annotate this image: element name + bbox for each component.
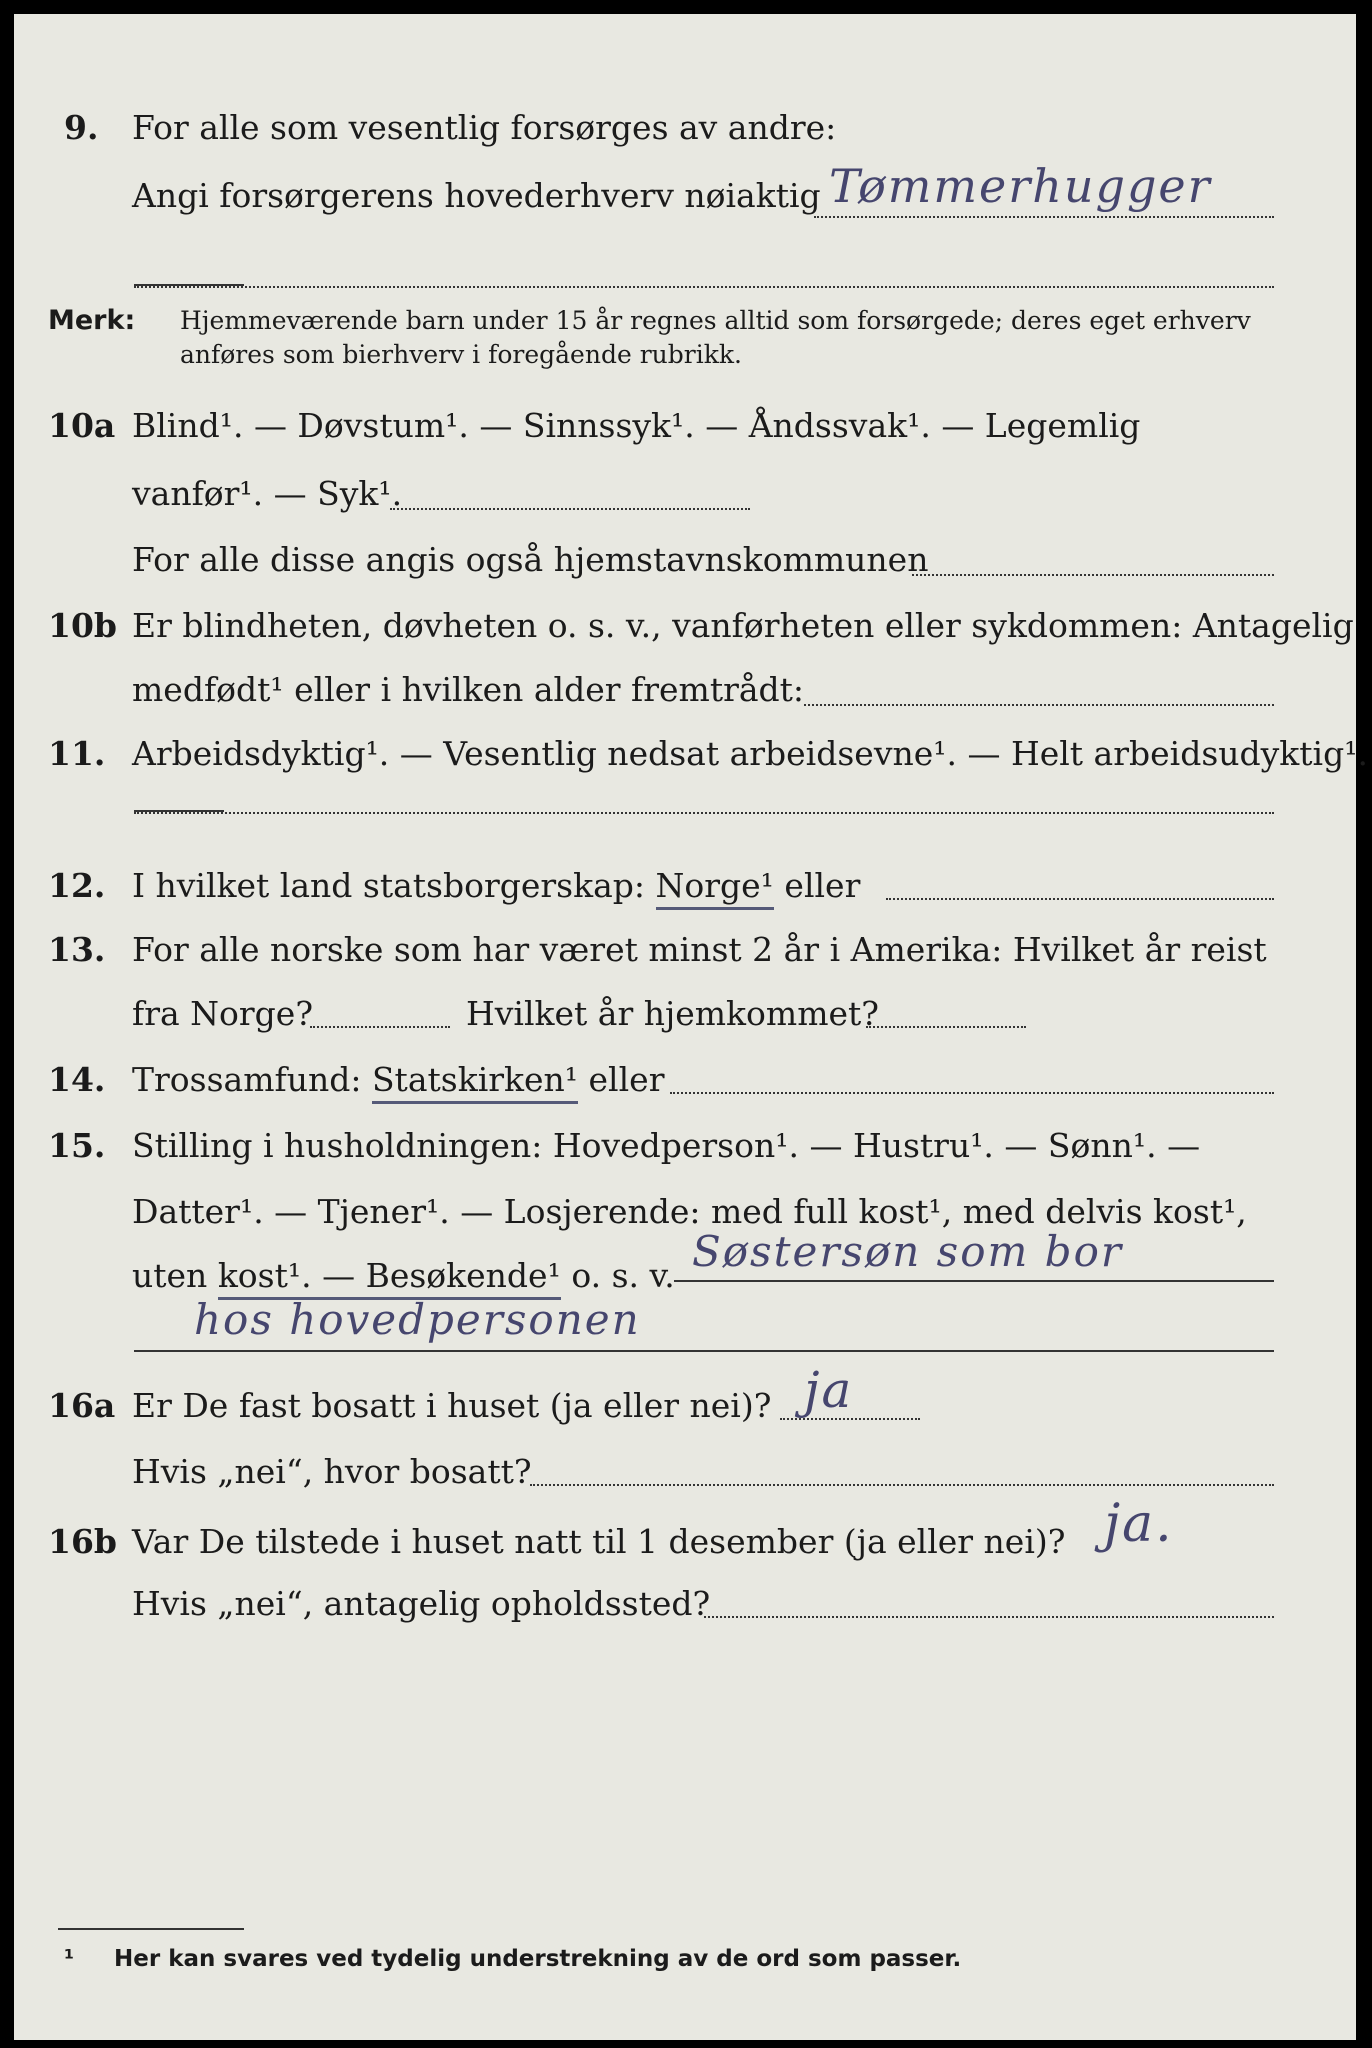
merk-line2: anføres som bierhverv i foregående rubrikk. — [180, 340, 742, 369]
q15-answer1-handwritten: Søstersøn som bor — [692, 1227, 1123, 1276]
q11-number: 11. — [48, 734, 106, 773]
footnote-separator — [58, 1928, 244, 1930]
q13-reist-answer-line — [310, 1026, 450, 1028]
q10a-line3: For alle disse angis også hjemstavnskommunen — [132, 540, 929, 579]
q15-line3-osv: o. s. v. — [571, 1256, 675, 1295]
q10a-line2: vanfør¹. — Syk¹. — [132, 474, 403, 513]
q9-answer-handwritten: Tømmerhugger — [829, 159, 1212, 213]
q10b-answer-line — [804, 704, 1274, 706]
q10a-hjemstavn-answer-line — [912, 574, 1274, 576]
q11-answer-line-start — [134, 810, 224, 812]
q15-number: 15. — [48, 1126, 106, 1165]
q16a-line1: Er De fast bosatt i huset (ja eller nei)? — [132, 1386, 772, 1425]
q12-line — [132, 866, 860, 906]
q15-answer2-handwritten: hos hovedpersonen — [194, 1295, 641, 1344]
q11-line1: Arbeidsdyktig¹. — Vesentlig nedsat arbeidsevne¹. — Helt arbeidsudyktig¹. — [132, 734, 1368, 773]
q15-answer-line1 — [674, 1280, 1274, 1282]
q14-line — [132, 1060, 664, 1100]
q16a-answer-handwritten: ja — [804, 1361, 854, 1419]
q13-line2b: Hvilket år hjemkommet? — [466, 994, 879, 1033]
q16b-answer-handwritten: ja. — [1104, 1494, 1174, 1554]
q14-text: Trossamfund: — [132, 1060, 362, 1099]
q14-underlined-statskirken: Statskirken¹ — [372, 1060, 578, 1104]
q9-question-line2: Angi forsørgerens hovederhverv nøiaktig — [132, 176, 821, 215]
footnote-text: Her kan svares ved tydelig understrekning av de ord som passer. — [114, 1946, 962, 1972]
q10b-number: 10b — [48, 606, 117, 645]
q9-answer-line — [814, 216, 1274, 218]
footnote-marker: ¹ — [64, 1946, 75, 1972]
q13-line1: For alle norske som har været minst 2 år i Amerika: Hvilket år reist — [132, 930, 1267, 969]
merk-label: Merk: — [48, 305, 136, 336]
q12-answer-line — [886, 898, 1274, 900]
q12-tail: eller — [784, 866, 861, 905]
q15-line3-uten: uten — [132, 1256, 208, 1295]
q16b-opholdssted-answer-line — [704, 1616, 1274, 1618]
q13-number: 13. — [48, 930, 106, 969]
q10a-number: 10a — [48, 406, 116, 445]
q9-question-line1: For alle som vesentlig forsørges av andre: — [132, 108, 837, 147]
q12-underlined-norge: Norge¹ — [656, 866, 774, 910]
census-form-page — [14, 14, 1368, 2040]
q9-extra-line-start — [134, 284, 244, 286]
q15-line1: Stilling i husholdningen: Hovedperson¹. — Hustru¹. — Sønn¹. — — [132, 1126, 1201, 1165]
q15-answer-line2 — [134, 1350, 1274, 1352]
q14-tail: eller — [588, 1060, 665, 1099]
q16b-number: 16b — [48, 1522, 117, 1561]
q16b-line2: Hvis „nei“, antagelig opholdssted? — [132, 1584, 711, 1623]
q10a-syk-answer-line — [390, 508, 750, 510]
q12-number: 12. — [48, 866, 106, 905]
q14-number: 14. — [48, 1060, 106, 1099]
q10b-line1: Er blindheten, døvheten o. s. v., vanførheten eller sykdommen: Antagelig — [132, 606, 1354, 645]
q15-line3 — [132, 1256, 675, 1296]
q14-answer-line — [670, 1092, 1274, 1094]
q16a-number: 16a — [48, 1386, 116, 1425]
q13-line2a: fra Norge? — [132, 994, 314, 1033]
q9-number: 9. — [64, 108, 99, 147]
q16a-bosatt-answer-line — [530, 1484, 1274, 1486]
q13-hjemkommet-answer-line — [866, 1026, 1026, 1028]
q15-line2: Datter¹. — Tjener¹. — Losjerende: med full kost¹, med delvis kost¹, — [132, 1192, 1247, 1231]
q15-line3-underlined: kost¹. — Besøkende¹ — [218, 1256, 561, 1300]
q9-extra-line — [134, 286, 1274, 288]
q12-text: I hvilket land statsborgerskap: — [132, 866, 646, 905]
merk-line1: Hjemmeværende barn under 15 år regnes alltid som forsørgede; deres eget erhverv — [180, 306, 1251, 335]
q16a-line2: Hvis „nei“, hvor bosatt? — [132, 1452, 532, 1491]
q16b-line1: Var De tilstede i huset natt til 1 desember (ja eller nei)? — [132, 1522, 1066, 1561]
q11-answer-line — [134, 812, 1274, 814]
q10a-line1: Blind¹. — Døvstum¹. — Sinnssyk¹. — Åndssvak¹. — Legemlig — [132, 406, 1141, 445]
q10b-line2: medfødt¹ eller i hvilken alder fremtrådt: — [132, 670, 805, 709]
